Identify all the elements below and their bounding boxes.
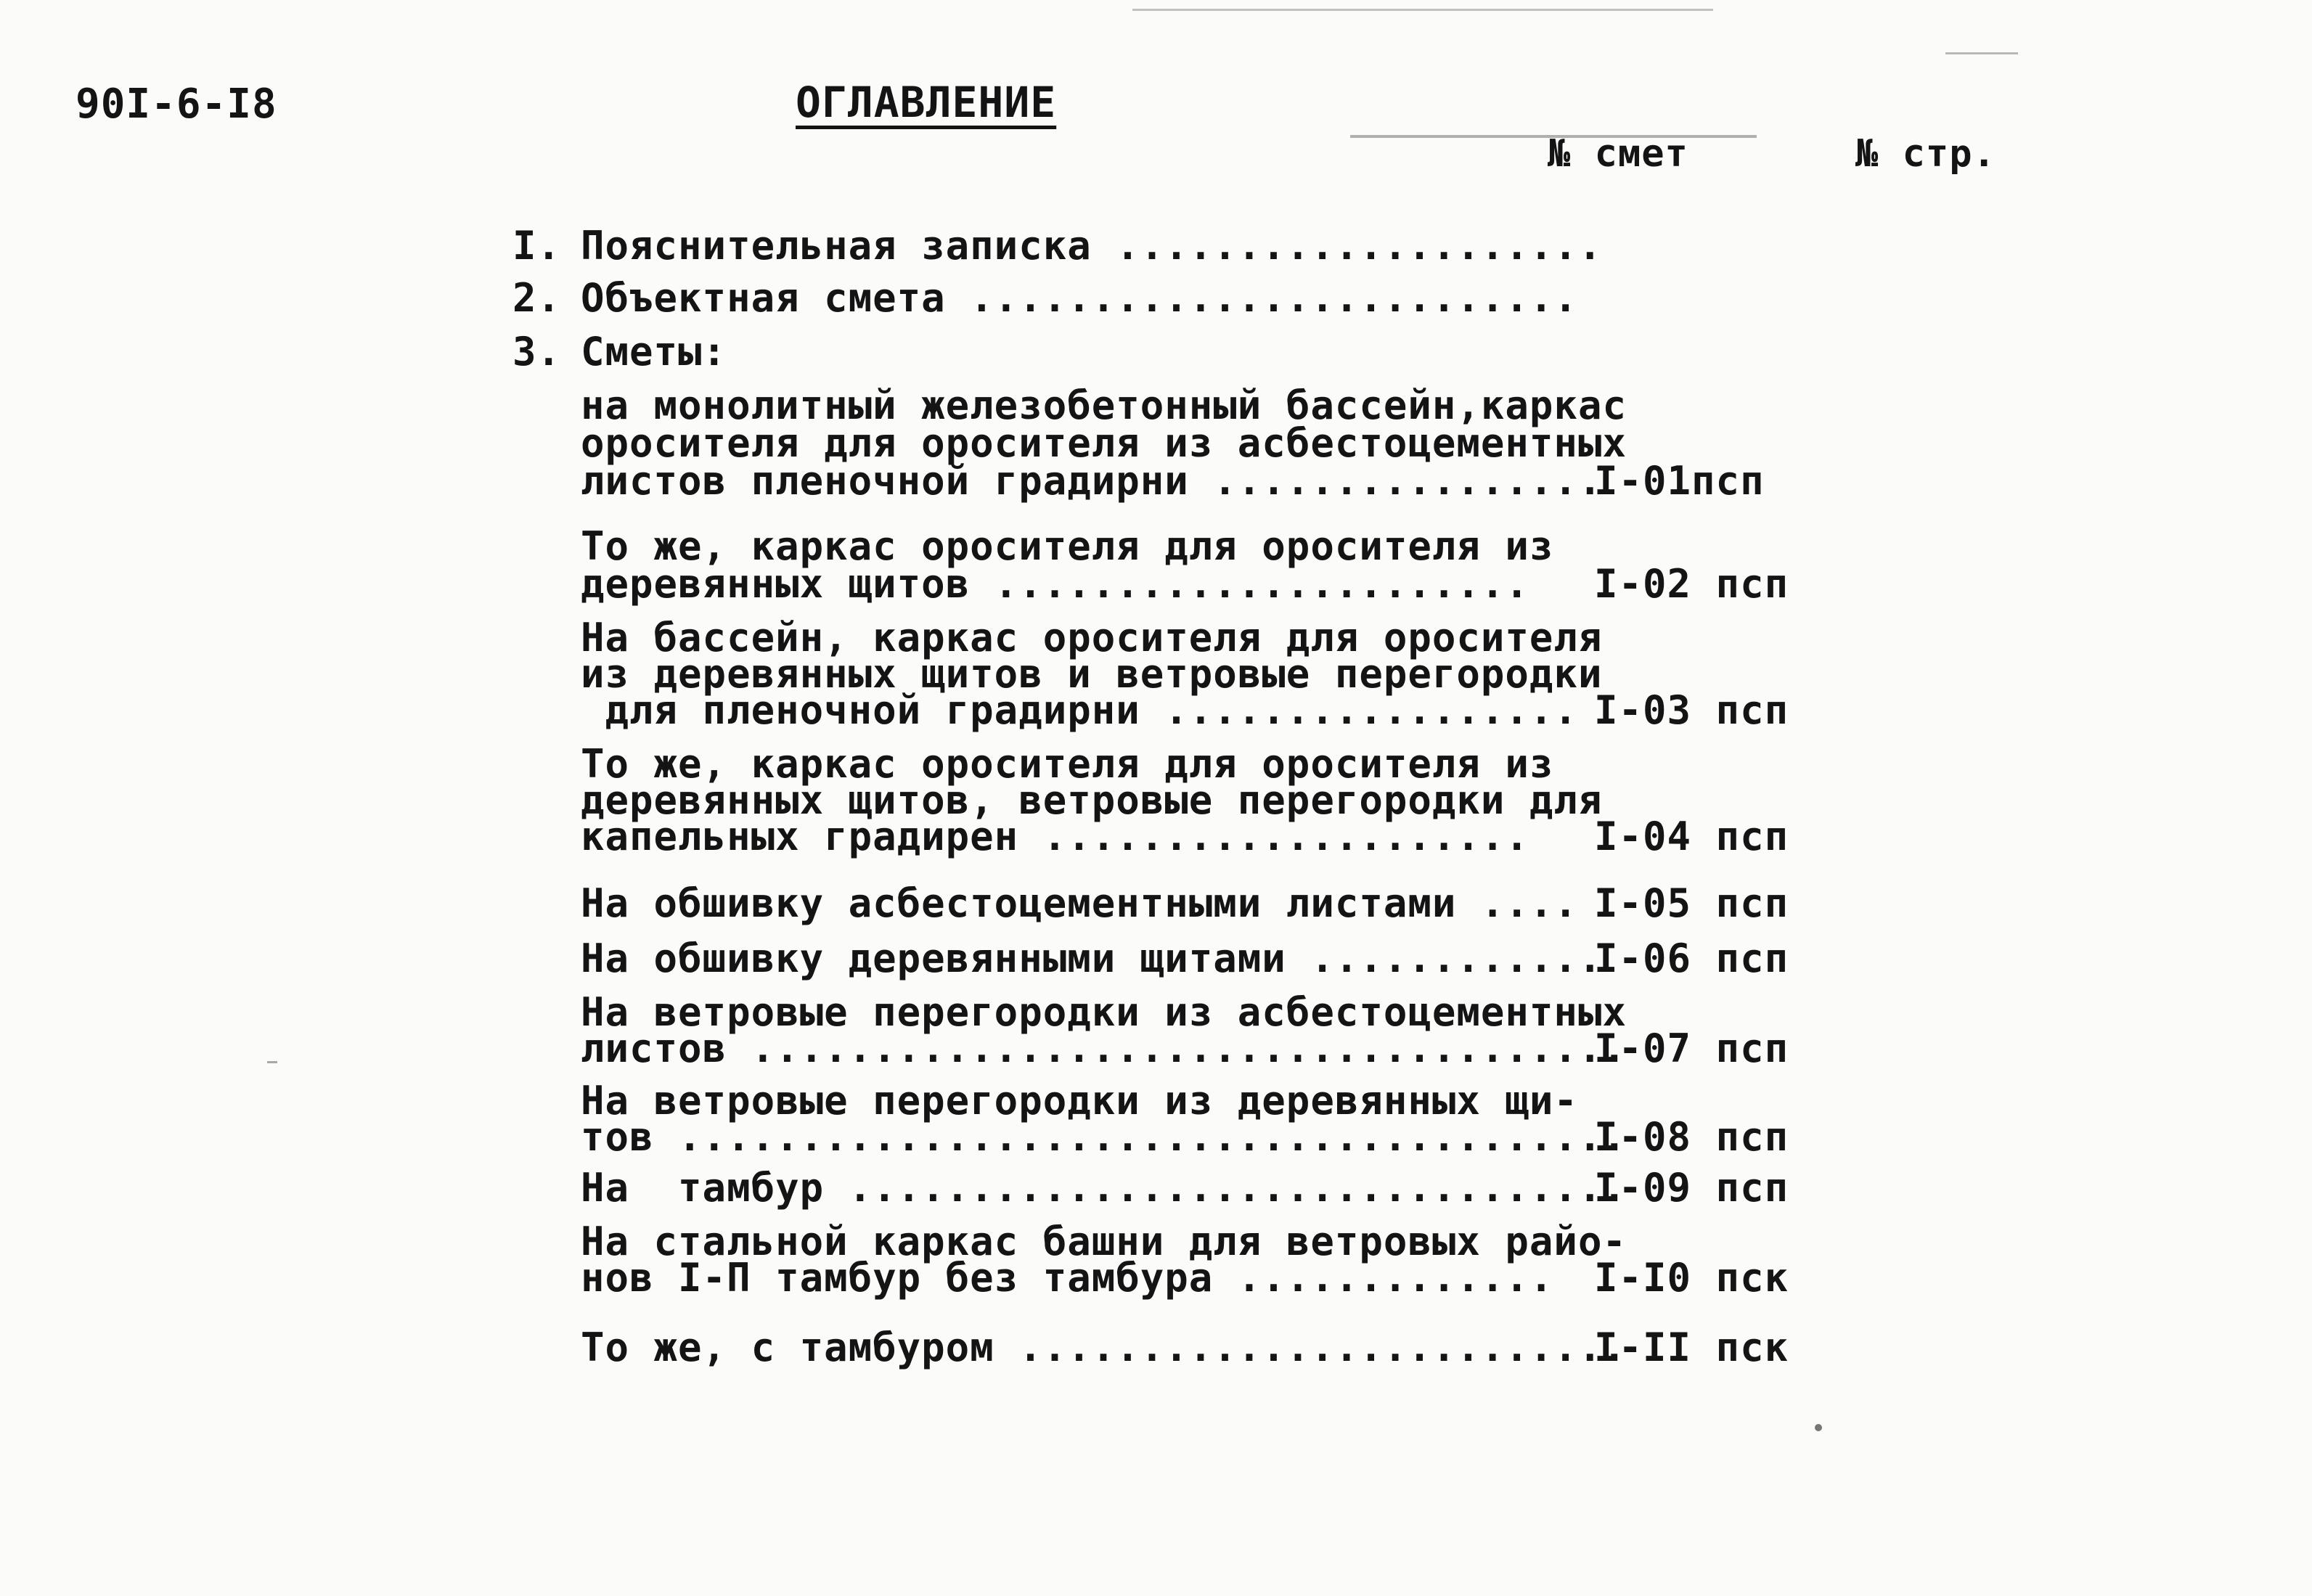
estimate-line: На обшивку деревянными щитами ............ — [581, 936, 1603, 981]
estimate-line: на монолитный железобетонный бассейн,каркас — [581, 382, 1627, 428]
item-number: 2. — [512, 275, 562, 321]
estimate-ref: I-05 псп — [1594, 880, 1789, 926]
estimate-line: На стальной каркас башни для ветровых райо- — [581, 1219, 1627, 1264]
item-number: I. — [512, 223, 562, 269]
column-header-estimate-no: № смет — [1548, 132, 1688, 176]
scan-artifact — [1945, 52, 2018, 54]
estimate-line: На бассейн, каркас оросителя для оросителя — [581, 615, 1603, 660]
estimate-line: деревянных щитов, ветровые перегородки для — [581, 777, 1603, 823]
page-title: ОГЛАВЛЕНИЕ — [796, 78, 1057, 127]
document-code: 90I-6-I8 — [75, 81, 277, 128]
estimate-line: капельных градирен .................... — [581, 814, 1529, 859]
estimate-ref: I-04 псп — [1594, 814, 1789, 859]
item-text: Пояснительная записка .................... — [581, 223, 1603, 269]
estimate-line: тов ....................................... — [581, 1114, 1627, 1160]
estimate-ref: I-03 псп — [1594, 687, 1789, 733]
item-number: 3. — [512, 329, 562, 375]
estimate-line: На ветровые перегородки из асбестоцементных — [581, 989, 1627, 1035]
estimate-ref: I-09 псп — [1594, 1165, 1789, 1211]
estimate-line: То же, каркас оросителя для оросителя из — [581, 523, 1554, 569]
estimate-ref: I-02 псп — [1594, 561, 1789, 607]
column-header-page-no: № стр. — [1855, 132, 1996, 176]
estimate-line: На ветровые перегородки из деревянных щи- — [581, 1078, 1578, 1124]
scan-artifact — [267, 1061, 277, 1063]
estimate-ref: I-07 псп — [1594, 1026, 1789, 1071]
scan-artifact — [1132, 9, 1713, 11]
estimate-ref: I-01псп — [1594, 458, 1765, 504]
item-text: Сметы: — [581, 329, 727, 375]
estimate-line: То же, с тамбуром ......................... — [581, 1325, 1627, 1370]
estimate-line: На обшивку асбестоцементными листами .... — [581, 880, 1578, 926]
item-text: Объектная смета ......................... — [581, 275, 1578, 321]
estimate-line: листов пленочной градирни ................ — [581, 458, 1603, 504]
estimate-line: листов .................................... — [581, 1026, 1627, 1071]
estimate-ref: I-06 псп — [1594, 936, 1789, 981]
scan-artifact — [1815, 1424, 1822, 1431]
estimate-ref: I-II пск — [1594, 1325, 1789, 1370]
estimate-line: На тамбур ................................ — [581, 1165, 1627, 1211]
estimate-line: оросителя для оросителя из асбестоцементных — [581, 420, 1627, 466]
estimate-line: из деревянных щитов и ветровые перегородки — [581, 651, 1603, 697]
estimate-line: для пленочной градирни ................. — [581, 687, 1578, 733]
estimate-ref: I-08 псп — [1594, 1114, 1789, 1160]
estimate-line: нов I-П тамбур без тамбура ............. — [581, 1255, 1554, 1301]
scan-artifact — [1350, 135, 1757, 138]
estimate-line: деревянных щитов ...................... — [581, 561, 1529, 607]
estimate-ref: I-I0 пск — [1594, 1255, 1789, 1301]
estimate-line: То же, каркас оросителя для оросителя из — [581, 741, 1554, 787]
